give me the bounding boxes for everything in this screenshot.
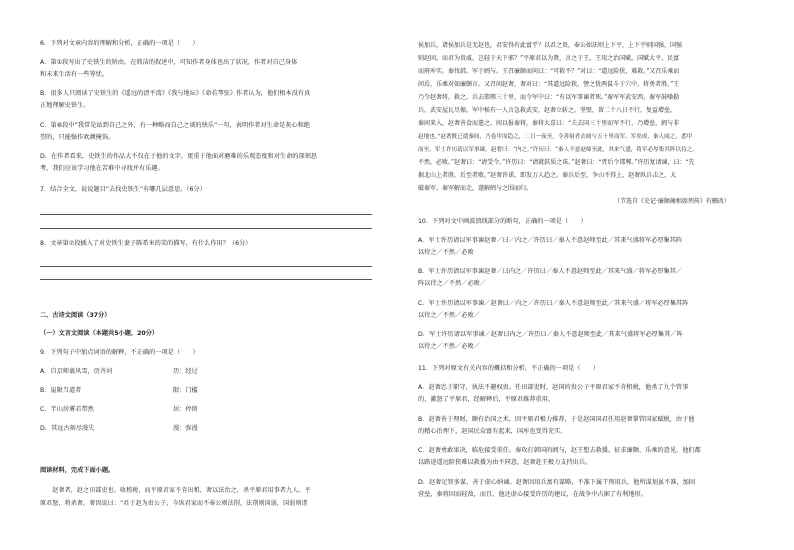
- q10-option-c-line1: C．军士许历请以军事谏／赵奢曰／内之／许历曰／秦人不意赵师至此／其来气盛／将军必厚集其阵: [418, 300, 689, 307]
- q6-option-a-line1: A．第①段写出了史铁生的矫由，在简洁的叙述中，可知作者身体也出了状况，作者对自己身体: [40, 59, 298, 66]
- q6-option-c-line2: 望的，只能强作欢颜掩饰。: [40, 134, 115, 141]
- passage-line-3: 而府库实。秦伐韩，军于阏与。王召廉颇而问曰：“可救不？”对曰：“道远险狭，难救。”又召乐乘而: [418, 68, 680, 75]
- q9-option-b: B．崖限当道者: [40, 387, 82, 394]
- q8-stem: 8．文章第⑦段插入了对史铁生妻子陈希米的笑的描写，有什么作用？（6分）: [40, 240, 252, 247]
- passage-source: （节选自《史记·廉颇蔺相如列传》有删改）: [614, 198, 730, 205]
- passage-line-1: 侯加兵，诸侯加兵是无赵也，君安得有此富乎？以君之贵，奉公如法则上下平，上下平则国强，国强: [418, 42, 683, 49]
- reading-text-line-2: 原君怒，将杀奢。奢因说曰：“君于赵为贵公子，今纵君家而不奉公则法削，法削则国弱，国弱则诸: [40, 500, 308, 507]
- q6-option-b-line2: 正地理解史铁生。: [40, 102, 90, 109]
- q6-stem: 6．下列对文章内容的理解和分析，正确的一项是（ ）: [40, 40, 199, 47]
- q11-option-a-line1: A．赵奢忠于职守，执法不避权贵。任田部吏时，赵国的贵公子平原君家不肯租税，他杀了九个管事: [418, 384, 689, 391]
- q7-stem: 7．结合全文，说说题目“去找史铁生”有哪几层意思。（6分）: [40, 186, 206, 193]
- passage-line-2: 则赵固，而君为贵戚，岂轻于天下邪？”平原君以为贤，言之于王。王用之治国赋，国赋大平，民富: [418, 55, 680, 62]
- q10-option-c-line2: 以待之／不然／必败／: [418, 312, 480, 319]
- q7-answer-line-2[interactable]: [40, 228, 372, 229]
- passage-line-4: 问焉，乐乘对如廉颇言。又召问赵奢，奢对曰：“其道远险狭，譬之犹两鼠斗于穴中，将勇者胜。”王: [418, 81, 680, 88]
- q6-option-c-line1: C．第⑥段中“我常是站到自己之外，有一种略而自己之谈的快乐”一句，表明作者对生命是灰心和绝: [40, 122, 310, 129]
- section-title: 二、古诗文阅读（37分）: [40, 312, 111, 319]
- passage-line-6: 兵，武安屋瓦尽振。军中候有一人言急救武安，赵奢立斩之。坚壁，留二十八日不行，复益增垒。: [418, 107, 677, 114]
- q8-answer-line-2[interactable]: [40, 279, 372, 280]
- q6-option-d-line1: D．在作者看来，史铁生的作品大不仅在于他的文字，更重于他面对磨难的乐观态度和对生命的深刻思: [40, 153, 318, 160]
- q9-option-a: A．自京师裹风雪，历齐河: [40, 368, 113, 375]
- q9-option-c: C．半山居雾若带然: [40, 406, 94, 413]
- q8-answer-line-1[interactable]: [40, 266, 372, 267]
- q10-option-a-line2: 以待之／不然／必败: [418, 249, 474, 256]
- q9-stem: 9．下列句子中加点词语的解释，不正确的一项是（ ）: [40, 349, 199, 356]
- q10-stem: 10．下列对文中画波浪线部分的断句，正确的一项是（ ）: [418, 218, 587, 225]
- q9-option-d-gloss: 漫：弥漫: [173, 425, 198, 432]
- q10-option-a-line1: A．军士许历请以军事谏赵奢／曰／内之／许历曰／秦人不意赵师至此／其来气盛将军必厚集其阵: [418, 237, 683, 244]
- q9-option-b-gloss: 限：门槛: [173, 387, 198, 394]
- passage-line-12: 破秦军。秦军解而走，遂解阏与之围而归。: [418, 185, 533, 192]
- q9-option-a-gloss: 历：经过: [173, 368, 198, 375]
- passage-line-10: 不然，必败。”赵奢曰：“请受令。”许历曰：“请就鈇质之诛。”赵奢曰：“胥后令邯郸。”许历复请谏，曰：“先: [418, 159, 695, 166]
- passage-line-5: 乃令赵奢将，救之。兵去邯郸三十里，而令军中曰：“有以军事谏者死。”秦军军武安西，秦军鼓噪勒: [418, 94, 680, 101]
- q10-option-d-line2: 以待之／不然／必败／: [418, 343, 480, 350]
- q11-option-b-line1: B．赵奢善于理财，颇有治国之术。因平原君极力推荐，于是赵国国君任用赵奢掌管国家赋税，由于他: [418, 416, 695, 423]
- q7-answer-line-1[interactable]: [40, 214, 372, 215]
- q10-option-b-line1: B．军士许历请以军事谏赵奢／曰内之／许历曰／秦人不意赵师至此／其来气盛／将军必厚集其／: [418, 268, 683, 275]
- q11-option-b-line2: 的精心治理下，赵国民众富有起来，国库也变得充实。: [418, 428, 567, 435]
- q11-option-a-line2: 的，激怒了平原君，经解释后，平原君推荐重用。: [418, 396, 555, 403]
- reading-title: 阅读材料，完成下面小题。: [40, 467, 115, 474]
- q6-option-d-line2: 考，我们应该学习他在苦难中寻找并有乐趣。: [40, 165, 164, 172]
- q6-option-b-line1: B．很多人只阅读了史铁生的《遥远的清平湾》《我与地坛》《命若琴弦》作者认为，他们根本没有真: [40, 90, 311, 97]
- passage-line-8: 赵地也。”赵奢既已遣秦间，乃卷甲而趋之，二日一夜至，令善射者去阏与五十里而军。军垒成，秦人闻之，悉甲: [418, 134, 693, 140]
- q11-option-c-line2: 以路途遥远险狭难以救援为由不同意，赵奢赴王极力支持出兵。: [418, 459, 592, 466]
- passage-line-7: 秦间来入，赵奢善食而遣之。间以报秦将，秦将大喜曰：“夫去国三十里而军不行，乃增垒，阏与非: [418, 120, 680, 127]
- q11-option-d-line1: D．赵奢足智多谋，善于虚心纳谏。赵奢因用兵富有谋略，不准下属干预用兵，他所谋划虽不准，加固: [418, 479, 696, 486]
- q9-option-d: D．其远古刻尽漫失: [40, 425, 95, 432]
- q6-option-a-line2: 和未来生活有一些筹忧。: [40, 71, 109, 78]
- q11-stem: 11．下列对原文有关内容的概括和分析，不正确的一项是（ ）: [418, 365, 600, 372]
- q9-option-c-gloss: 居：停留: [173, 406, 198, 413]
- q10-option-d-line1: D．军士许历请以军事谏／赵奢曰内之／许历曰／秦人不意赵师至此／其来气盛将军必厚集其／阵: [418, 331, 683, 338]
- reading-text-line-1: 赵奢者，赵之田部吏也。收租税，而平原君家不肯出租，奢以法治之，杀平原君用事者九人。平: [40, 487, 311, 494]
- passage-line-11: 据北山上者胜，后至者败。”赵奢许诺，即发万人趋之。秦兵后至，争山不得上，赵奢纵兵击之，大: [418, 172, 677, 179]
- q11-option-d-line2: 营垒，秦将因而轻敌，而且，他还虚心接受许历的建议，在战争中占据了有利地形。: [418, 491, 647, 498]
- section-subtitle: （一）文言文阅读（本题共5小题，20分）: [40, 330, 159, 337]
- q10-option-b-line2: 阵以待之／不然／必败／: [418, 280, 487, 287]
- passage-line-9: 而至。军士许历请以军事谏，赵奢曰：“内之。”许历曰：“秦人不意赵师至此，其来气盛，将军必厚集其阵以待之。: [418, 147, 698, 153]
- q11-option-c-line1: C．赵奢勇敢果决，临危接受重任。秦攻打韩国的阏与，赵王想去救援，征求廉颇、乐乘的意见，他们都: [418, 447, 701, 454]
